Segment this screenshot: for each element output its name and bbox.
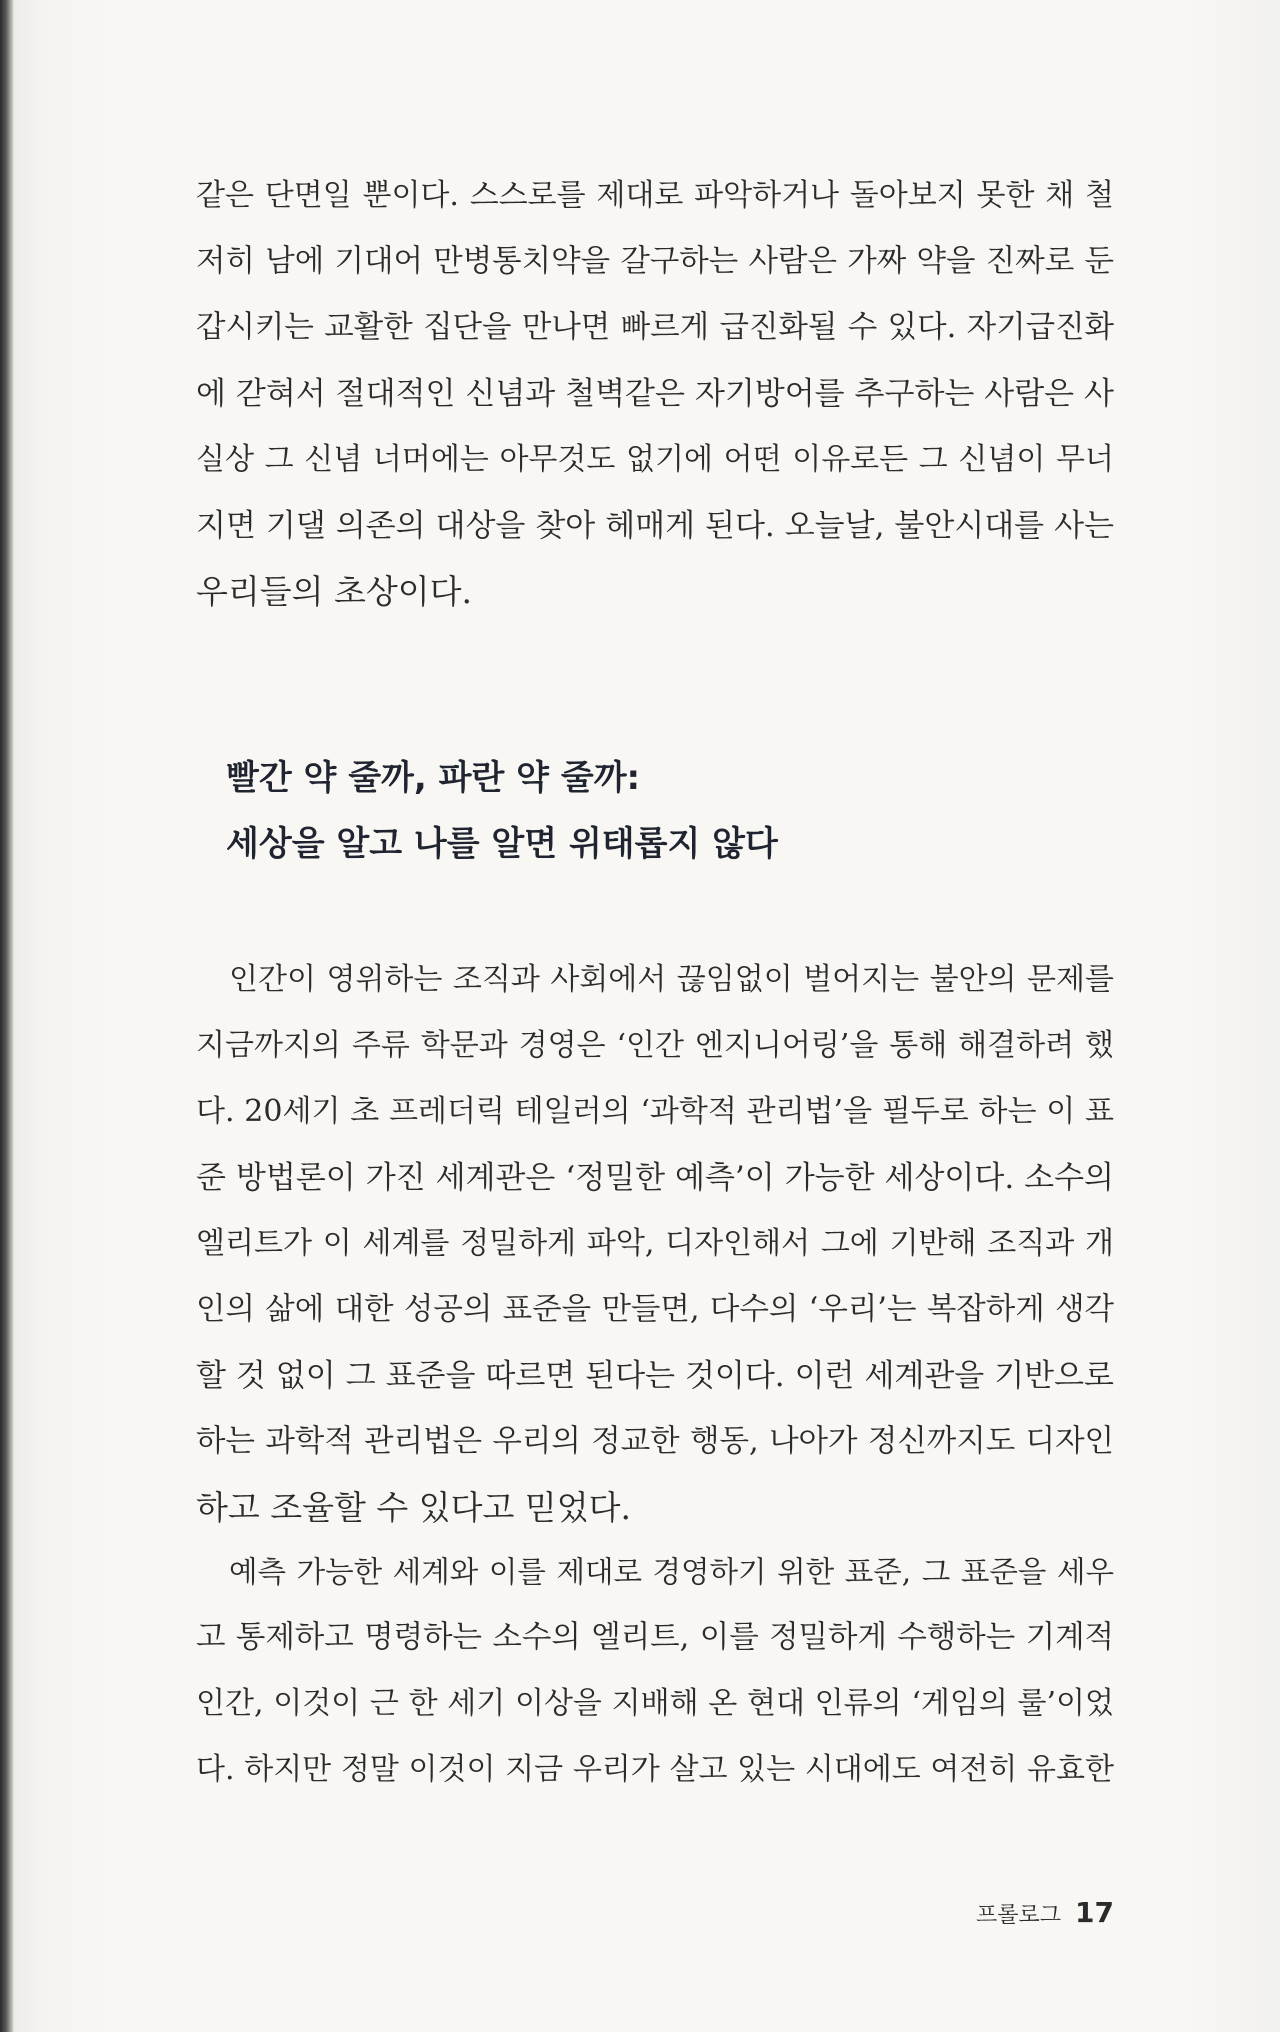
- section-heading: [226, 745, 1106, 877]
- text-line: 하는 과학적 관리법은 우리의 정교한 행동, 나아가 정신까지도 디자인: [196, 1424, 1114, 1459]
- body-paragraph-2: [196, 947, 1114, 1541]
- text-line: 고 통제하고 명령하는 소수의 엘리트, 이를 정밀하게 수행하는 기계적: [196, 1620, 1114, 1655]
- text-line: 인간, 이것이 근 한 세기 이상을 지배해 온 현대 인류의 ‘게임의 룰’이었: [196, 1686, 1114, 1721]
- page-footer: [976, 1893, 1114, 1933]
- text-line: 할 것 없이 그 표준을 따르면 된다는 것이다. 이런 세계관을 기반으로: [196, 1358, 1114, 1394]
- text-line: 지면 기댈 의존의 대상을 찾아 헤매게 된다. 오늘날, 불안시대를 사는: [196, 508, 1114, 544]
- page-number: 17: [1075, 1896, 1114, 1929]
- text-line: 저히 남에 기대어 만병통치약을 갈구하는 사람은 가짜 약을 진짜로 둔: [196, 244, 1114, 279]
- text-line: 인의 삶에 대한 성공의 표준을 만들면, 다수의 ‘우리’는 복잡하게 생각: [196, 1292, 1114, 1327]
- text-line: 실상 그 신념 너머에는 아무것도 없기에 어떤 이유로든 그 신념이 무너: [196, 442, 1114, 477]
- text-line: 우리들의 초상이다.: [196, 572, 473, 611]
- text-line: 같은 단면일 뿐이다. 스스로를 제대로 파악하거나 돌아보지 못한 채 철: [196, 178, 1114, 213]
- text-line: 인간이 영위하는 조직과 사회에서 끊임없이 벌어지는 불안의 문제를: [229, 962, 1114, 997]
- heading-line-1: 빨간 약 줄까, 파란 약 줄까:: [226, 758, 641, 798]
- text-line: 다. 20세기 초 프레더릭 테일러의 ‘과학적 관리법’을 필두로 하는 이 표: [196, 1094, 1114, 1129]
- body-paragraph-1: [196, 163, 1114, 625]
- text-line: 예측 가능한 세계와 이를 제대로 경영하기 위한 표준, 그 표준을 세우: [229, 1555, 1114, 1589]
- body-paragraph-3: [196, 1539, 1114, 1803]
- text-line: 다. 하지만 정말 이것이 지금 우리가 살고 있는 시대에도 여전히 유효한: [196, 1752, 1114, 1787]
- section-label: 프롤로그: [976, 1903, 1062, 1928]
- text-line: 엘리트가 이 세계를 정밀하게 파악, 디자인해서 그에 기반해 조직과 개: [196, 1226, 1114, 1261]
- heading-line-2: 세상을 알고 나를 알면 위태롭지 않다: [226, 824, 778, 864]
- text-line: 에 갇혀서 절대적인 신념과 철벽같은 자기방어를 추구하는 사람은 사: [196, 376, 1114, 412]
- text-line: 갑시키는 교활한 집단을 만나면 빠르게 급진화될 수 있다. 자기급진화: [196, 310, 1114, 345]
- book-spine-shadow: [0, 0, 14, 2032]
- text-line: 지금까지의 주류 학문과 경영은 ‘인간 엔지니어링’을 통해 해결하려 했: [196, 1028, 1114, 1063]
- text-line: 하고 조율할 수 있다고 믿었다.: [196, 1488, 631, 1527]
- text-line: 준 방법론이 가진 세계관은 ‘정밀한 예측’이 가능한 세상이다. 소수의: [196, 1160, 1114, 1196]
